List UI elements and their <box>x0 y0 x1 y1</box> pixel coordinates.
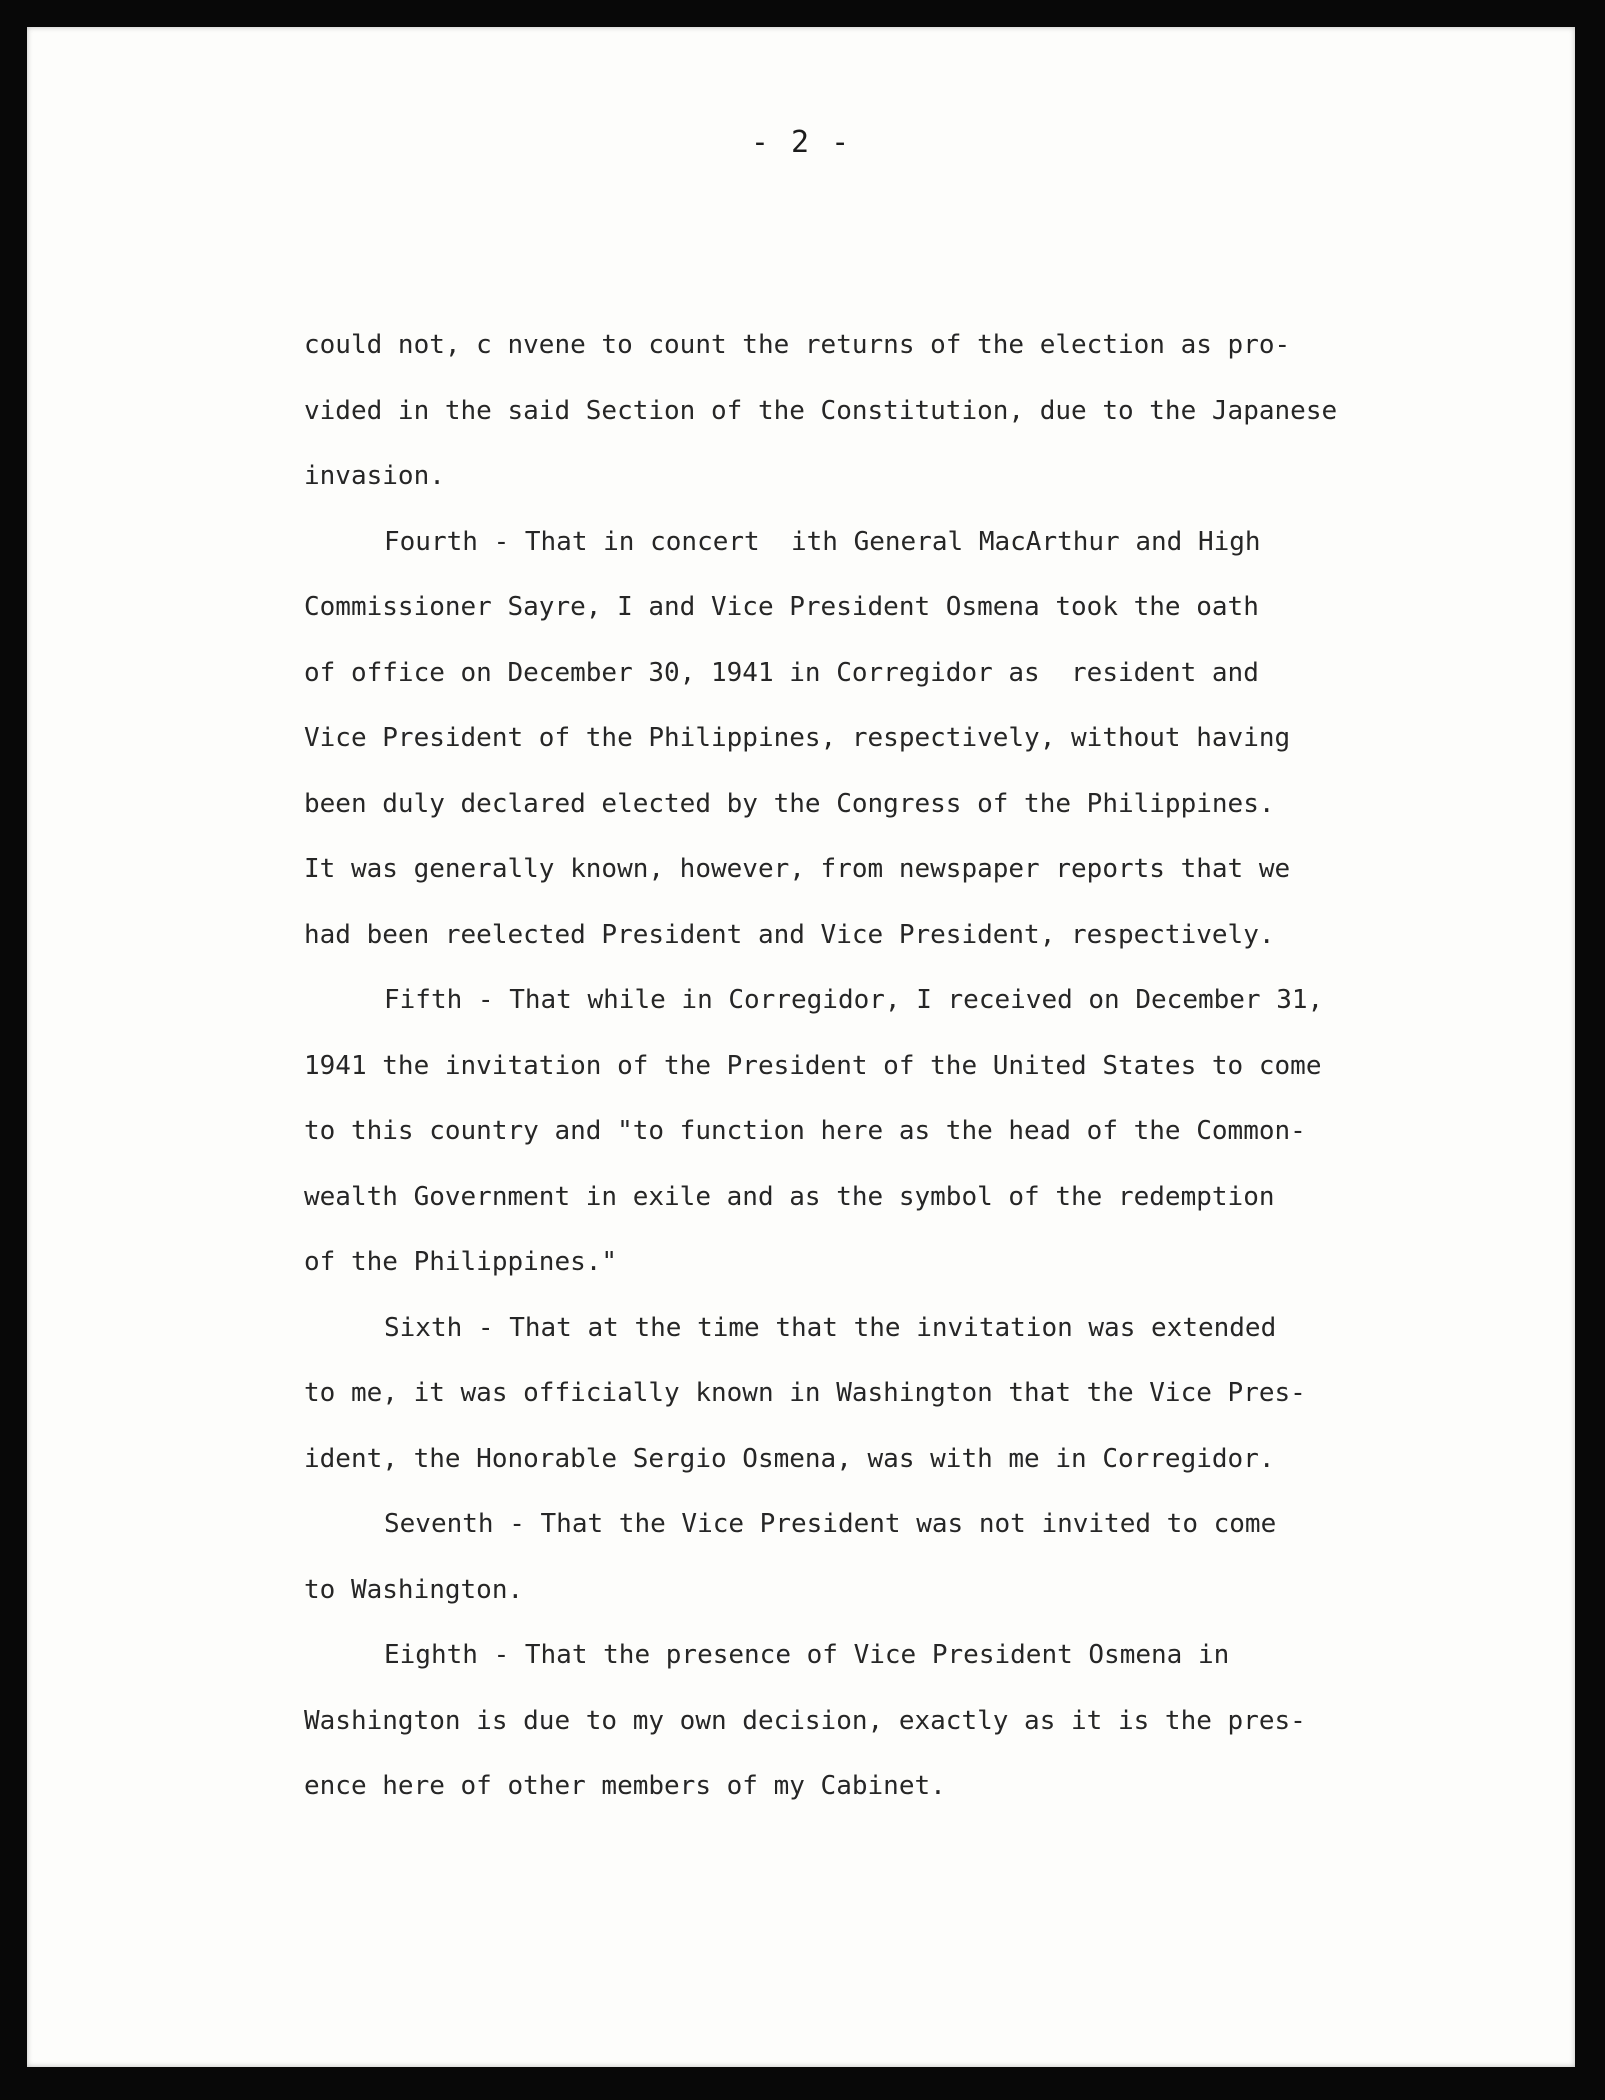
text-line: to Washington. <box>304 1574 524 1605</box>
text-line: been duly declared elected by the Congress of the Philippines. <box>304 788 1275 819</box>
text-line: to this country and "to function here as the head of the Common- <box>304 1116 1306 1146</box>
document-page <box>27 27 1575 2067</box>
paragraph-start-line: Eighth - That the presence of Vice President Osmena in <box>384 1640 1230 1670</box>
text-line: Commissioner Sayre, I and Vice President Osmena took the oath <box>304 592 1259 622</box>
text-line: ence here of other members of my Cabinet. <box>304 1771 946 1801</box>
text-line: Vice President of the Philippines, respectively, without having <box>304 723 1291 753</box>
paragraph-start-line: Sixth - That at the time that the invitation was extended <box>384 1312 1277 1343</box>
paragraph-start-line: Fourth - That in concert ith General MacArthur and High <box>384 526 1261 557</box>
text-line: to me, it was officially known in Washington that the Vice Pres- <box>304 1378 1306 1408</box>
text-line: had been reelected President and Vice President, respectively. <box>304 919 1275 950</box>
text-line: of the Philippines." <box>304 1247 618 1277</box>
paragraph-start-line: Seventh - That the Vice President was not invited to come <box>384 1509 1277 1539</box>
text-line: 1941 the invitation of the President of the United States to come <box>304 1050 1322 1081</box>
text-line: of office on December 30, 1941 in Corregidor as resident and <box>304 657 1259 688</box>
document-body <box>304 313 1404 1820</box>
paragraph-start-line: Fifth - That while in Corregidor, I received on December 31, <box>384 985 1324 1015</box>
text-line: wealth Government in exile and as the symbol of the redemption <box>304 1181 1275 1212</box>
text-line: ident, the Honorable Sergio Osmena, was with me in Corregidor. <box>304 1443 1275 1474</box>
text-line: Washington is due to my own decision, exactly as it is the pres- <box>304 1705 1306 1736</box>
page-number: - 2 - <box>750 125 852 160</box>
text-line: vided in the said Section of the Constitution, due to the Japanese <box>304 395 1338 426</box>
text-line: It was generally known, however, from newspaper reports that we <box>304 854 1291 884</box>
text-line: invasion. <box>304 461 445 491</box>
text-line: could not, c nvene to count the returns of the election as pro- <box>304 330 1291 360</box>
